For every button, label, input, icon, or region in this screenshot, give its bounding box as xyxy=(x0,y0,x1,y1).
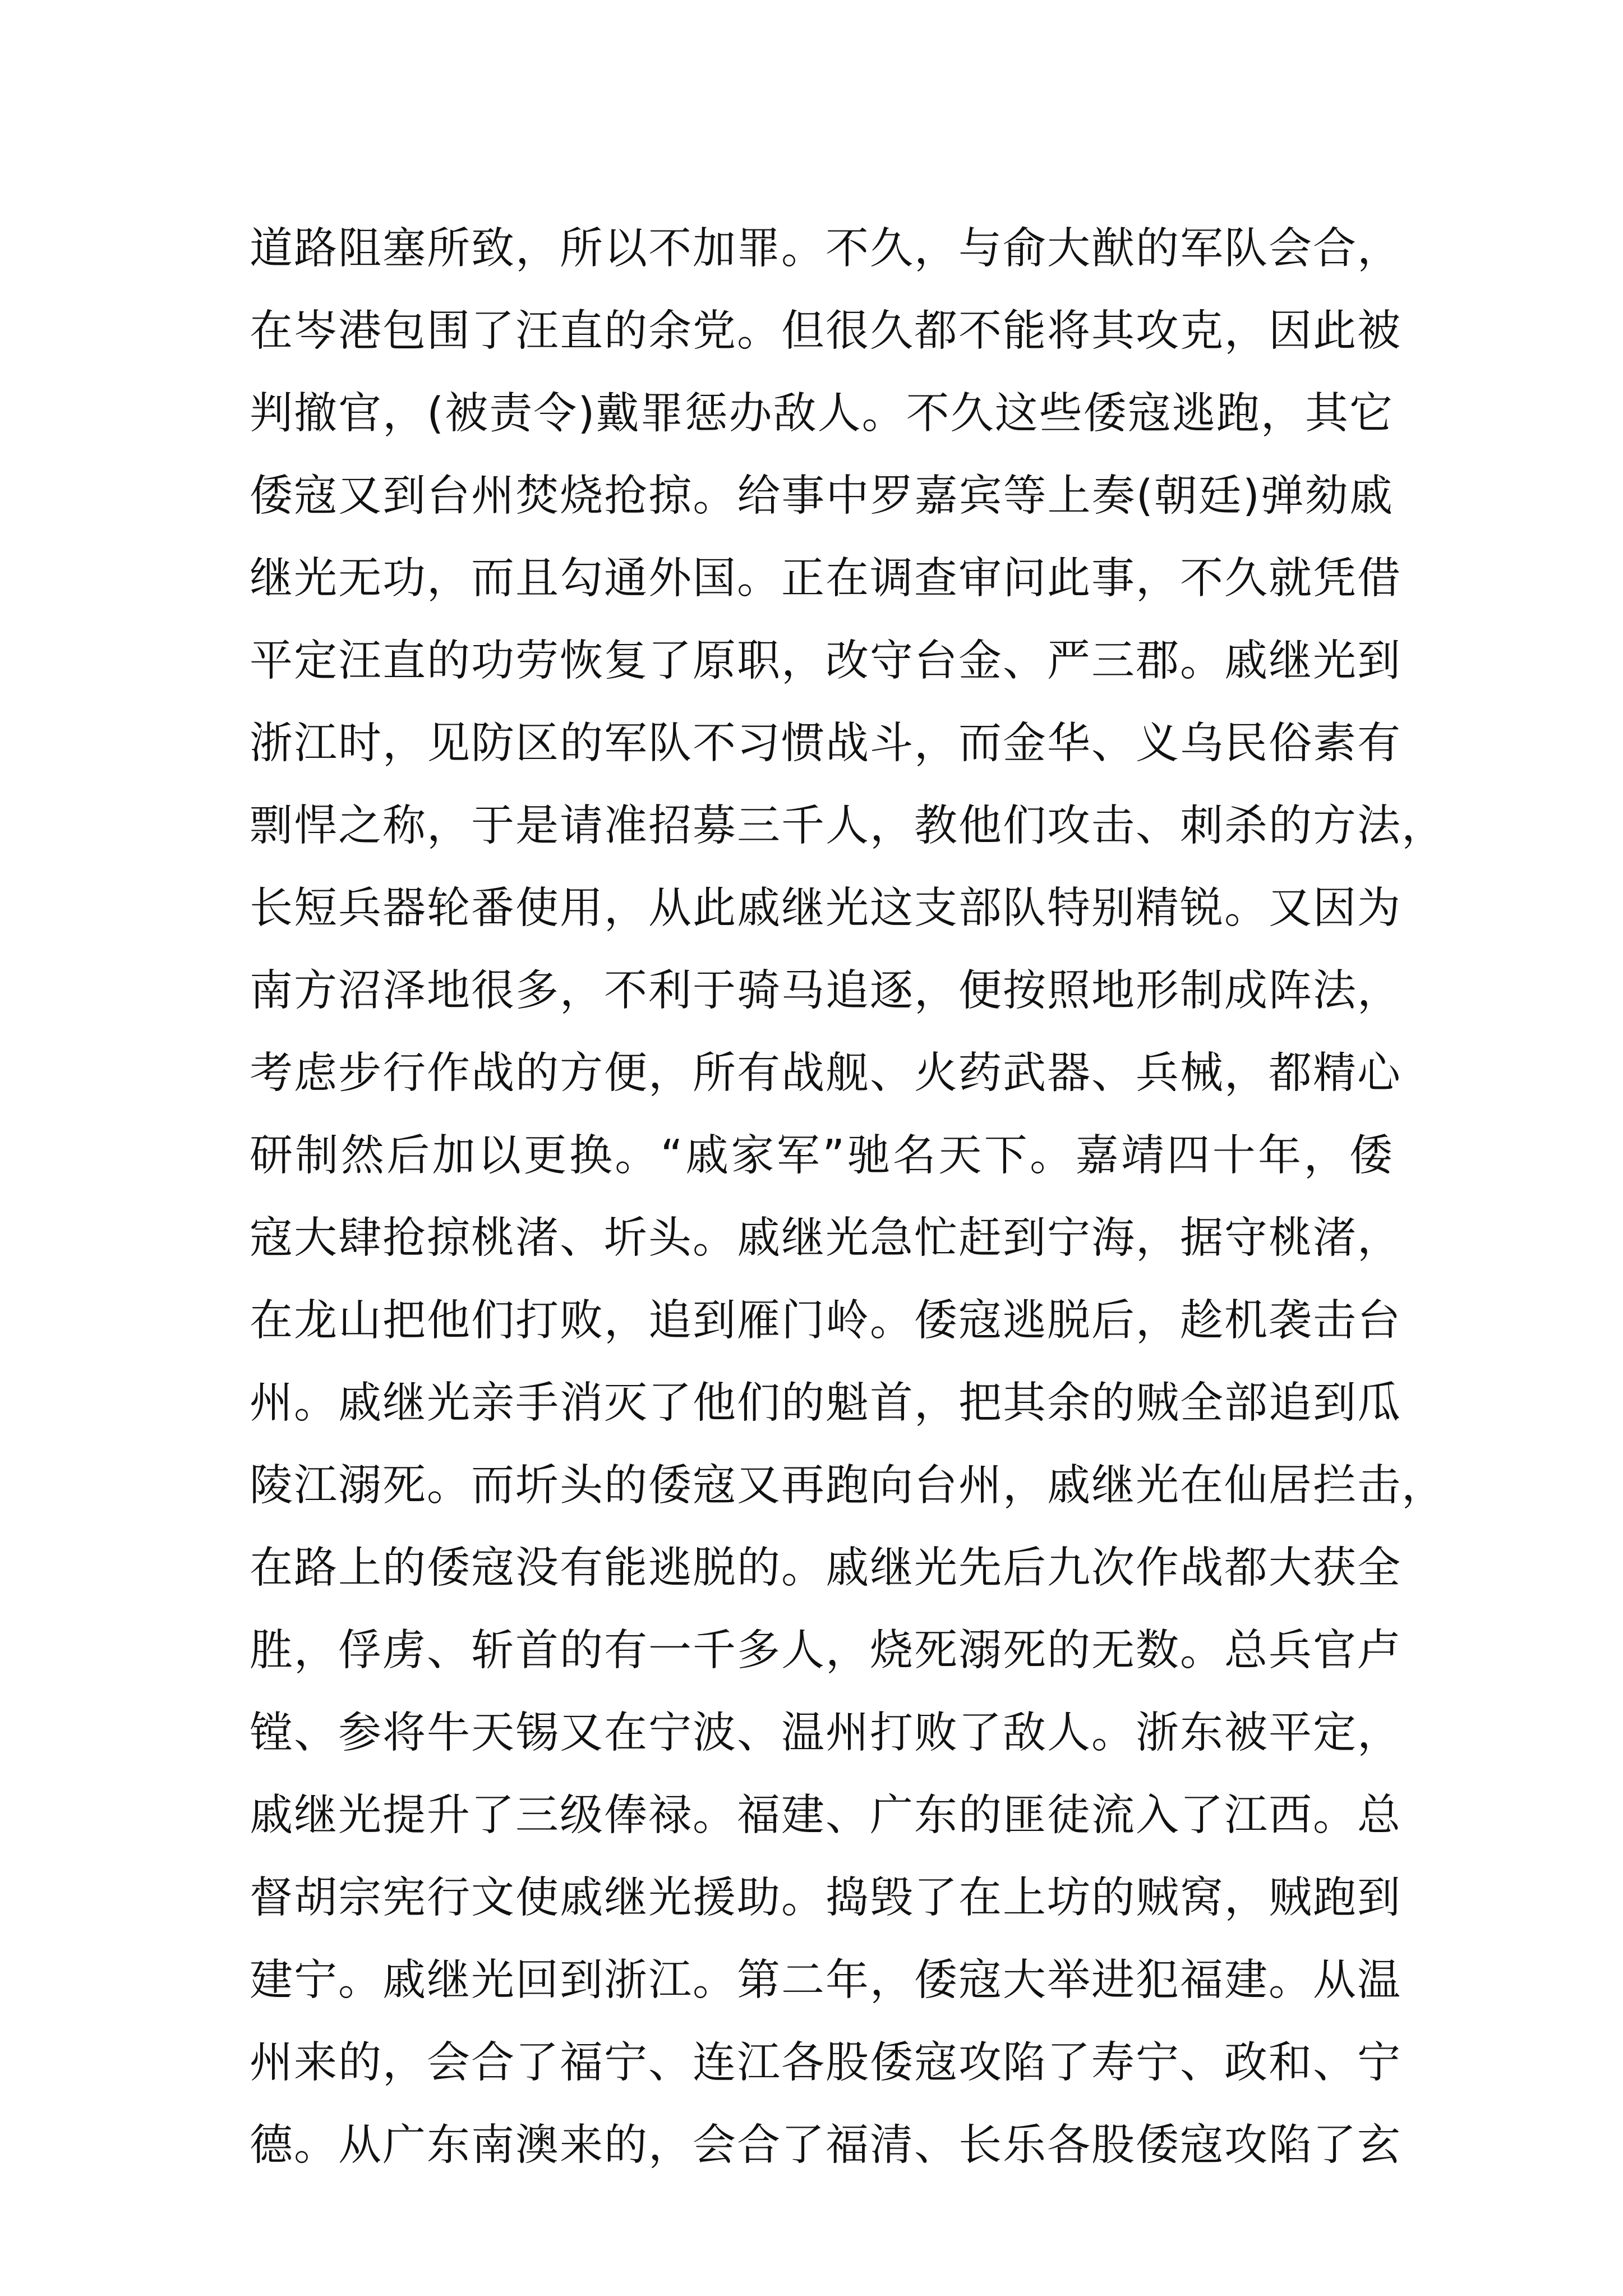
text-line-11: 考虑步行作战的方便，所有战舰、火药武器、兵械，都精心 xyxy=(250,1048,1401,1098)
text-line-15: 州。戚继光亲手消灭了他们的魁首，把其余的贼全部追到瓜 xyxy=(250,1378,1401,1428)
text-line-12: 研制然后加以更换。“戚家军”驰名天下。嘉靖四十年，倭 xyxy=(250,1131,1394,1181)
text-line-9: 长短兵器轮番使用，从此戚继光这支部队特别精锐。又因为 xyxy=(250,884,1401,933)
text-line-2: 在岑港包围了汪直的余党。但很久都不能将其攻克，因此被 xyxy=(250,306,1401,356)
text-line-22: 建宁。戚继光回到浙江。第二年，倭寇大举进犯福建。从温 xyxy=(250,1955,1401,2005)
text-line-6: 平定汪直的功劳恢复了原职，改守台金、严三郡。戚继光到 xyxy=(250,636,1401,686)
text-line-17: 在路上的倭寇没有能逃脱的。戚继光先后九次作战都大获全 xyxy=(250,1543,1401,1593)
text-line-8: 剽悍之称，于是请准招募三千人，教他们攻击、刺杀的方法， xyxy=(250,801,1446,851)
text-line-1: 道路阻塞所致，所以不加罪。不久，与俞大猷的军队会合， xyxy=(250,224,1401,274)
text-line-19: 镗、参将牛天锡又在宁波、温州打败了敌人。浙东被平定， xyxy=(250,1708,1401,1758)
text-line-10: 南方沼泽地很多，不利于骑马追逐，便按照地形制成阵法， xyxy=(250,966,1401,1016)
text-line-21: 督胡宗宪行文使戚继光援助。捣毁了在上坊的贼窝，贼跑到 xyxy=(250,1873,1401,1923)
text-line-5: 继光无功，而且勾通外国。正在调查审问此事，不久就凭借 xyxy=(250,554,1401,604)
text-line-16: 陵江溺死。而圻头的倭寇又再跑向台州，戚继光在仙居拦击， xyxy=(250,1461,1446,1511)
text-line-3: 判撤官，(被责令)戴罪惩办敌人。不久这些倭寇逃跑，其它 xyxy=(250,389,1394,439)
text-line-23: 州来的，会合了福宁、连江各股倭寇攻陷了寿宁、政和、宁 xyxy=(250,2038,1401,2088)
text-line-24: 德。从广东南澳来的，会合了福清、长乐各股倭寇攻陷了玄 xyxy=(250,2120,1401,2170)
text-line-18: 胜，俘虏、斩首的有一千多人，烧死溺死的无数。总兵官卢 xyxy=(250,1626,1401,1676)
body-text xyxy=(250,208,1446,2187)
text-line-7: 浙江时，见防区的军队不习惯战斗，而金华、义乌民俗素有 xyxy=(250,719,1401,769)
text-line-14: 在龙山把他们打败，追到雁门岭。倭寇逃脱后，趁机袭击台 xyxy=(250,1296,1401,1346)
text-line-4: 倭寇又到台州焚烧抢掠。给事中罗嘉宾等上奏(朝廷)弹劾戚 xyxy=(250,471,1394,521)
text-line-13: 寇大肆抢掠桃渚、圻头。戚继光急忙赶到宁海，据守桃渚， xyxy=(250,1213,1401,1263)
text-line-20: 戚继光提升了三级俸禄。福建、广东的匪徒流入了江西。总 xyxy=(250,1791,1401,1841)
